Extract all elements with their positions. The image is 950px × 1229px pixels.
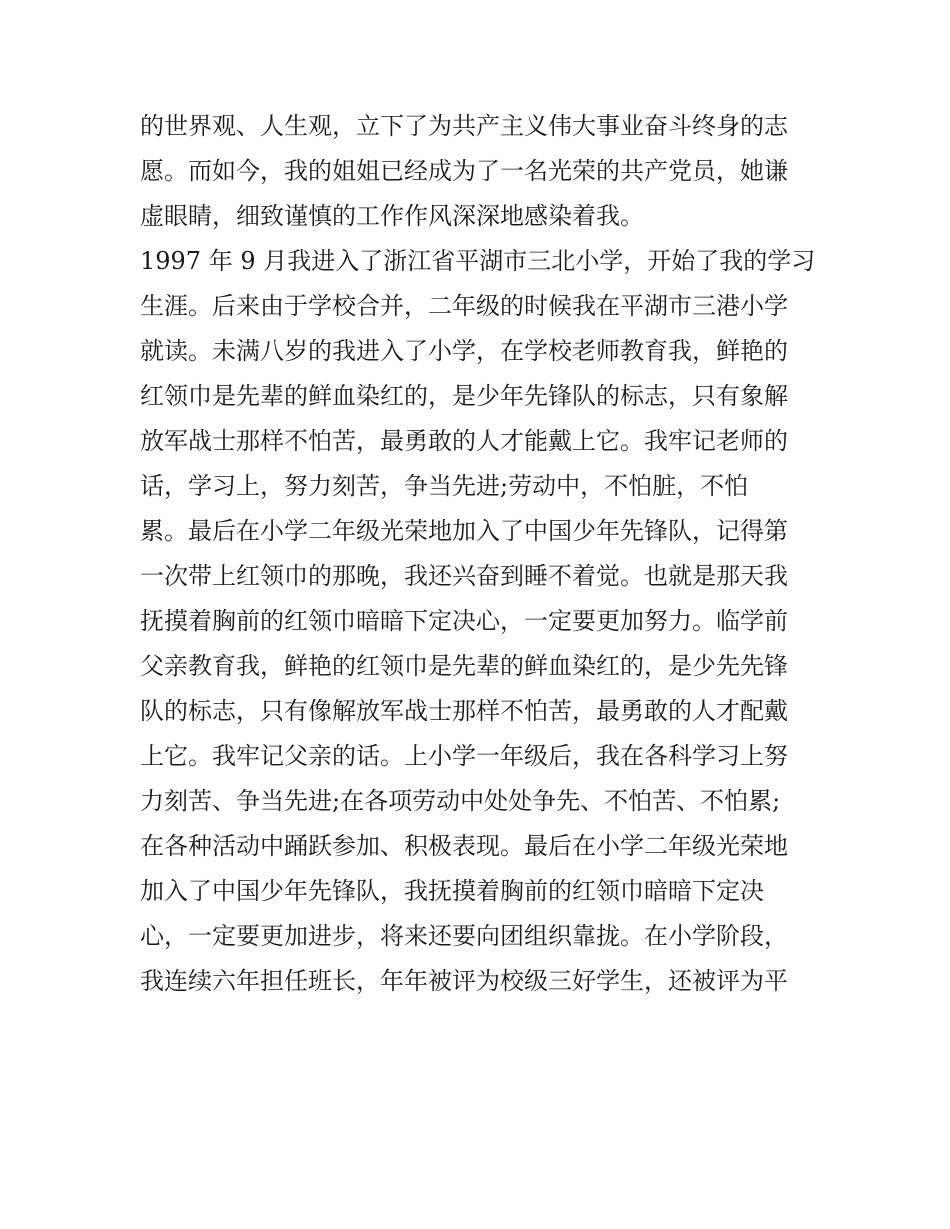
body-text bbox=[140, 104, 820, 1004]
text-line: 心，一定要更加进步，将来还要向团组织靠拢。在小学阶段， bbox=[140, 922, 788, 950]
text-line: 话，学习上，努力刻苦，争当先进;劳动中，不怕脏，不怕 bbox=[140, 472, 749, 500]
text-line: 虚眼睛，细致谨慎的工作作风深深地感染着我。 bbox=[140, 202, 644, 230]
text-line: 就读。未满八岁的我进入了小学，在学校老师教育我，鲜艳的 bbox=[140, 337, 788, 365]
text-line: 上它。我牢记父亲的话。上小学一年级后，我在各科学习上努 bbox=[140, 742, 788, 770]
text-line: 一次带上红领巾的那晚，我还兴奋到睡不着觉。也就是那天我 bbox=[140, 562, 788, 590]
text-line: 我连续六年担任班长，年年被评为校级三好学生，还被评为平 bbox=[140, 967, 788, 995]
text-line: 愿。而如今，我的姐姐已经成为了一名光荣的共产党员，她谦 bbox=[140, 157, 788, 185]
text-line: 的世界观、人生观，立下了为共产主义伟大事业奋斗终身的志 bbox=[140, 112, 788, 140]
text-line: 红领巾是先辈的鲜血染红的，是少年先锋队的标志，只有象解 bbox=[140, 382, 788, 410]
text-line: 累。最后在小学二年级光荣地加入了中国少年先锋队，记得第 bbox=[140, 517, 788, 545]
text-line: 队的标志，只有像解放军战士那样不怕苦，最勇敢的人才配戴 bbox=[140, 697, 788, 725]
text-line: 父亲教育我，鲜艳的红领巾是先辈的鲜血染红的，是少先先锋 bbox=[140, 652, 788, 680]
text-line: 放军战士那样不怕苦，最勇敢的人才能戴上它。我牢记老师的 bbox=[140, 427, 788, 455]
text-line: 1997 年 9 月我进入了浙江省平湖市三北小学，开始了我的学习 bbox=[140, 247, 816, 275]
text-line: 在各种活动中踊跃参加、积极表现。最后在小学二年级光荣地 bbox=[140, 832, 788, 860]
text-line: 生涯。后来由于学校合并，二年级的时候我在平湖市三港小学 bbox=[140, 292, 788, 320]
text-line: 加入了中国少年先锋队，我抚摸着胸前的红领巾暗暗下定决 bbox=[140, 877, 764, 905]
text-line: 抚摸着胸前的红领巾暗暗下定决心，一定要更加努力。临学前 bbox=[140, 607, 788, 635]
text-line: 力刻苦、争当先进;在各项劳动中处处争先、不怕苦、不怕累; bbox=[140, 787, 781, 815]
